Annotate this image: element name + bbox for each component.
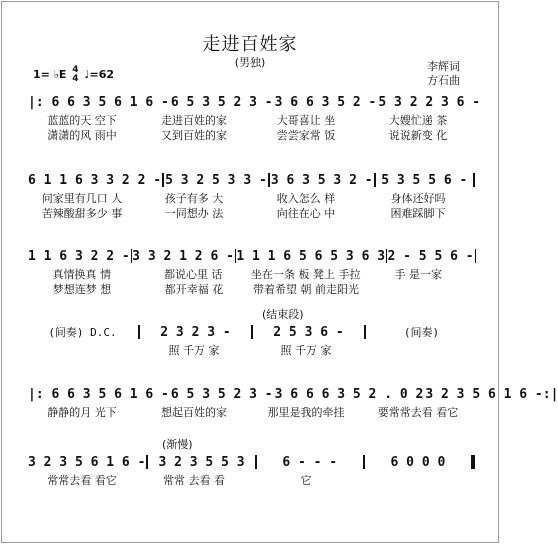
measure: 6 1 1 6 3 3 2 2 - [28,172,162,188]
lyric: 身体还好吗 [390,192,446,205]
lyric [28,342,136,357]
measure: 1 1 1 6 5 6 5 3 6 3 [236,248,386,264]
measure: 6 0 0 0 [390,454,446,470]
lyric: 都开幸福 花 [164,283,224,296]
barline [162,173,164,187]
time-denominator: 4 [72,74,79,84]
lyric [364,281,472,296]
lyric: 问家里有几口 人 [41,192,123,205]
measure: 5 3 5 5 6 - [381,172,468,188]
score-system [28,384,558,419]
key-label: 1= ♭E [33,68,67,81]
score-system [28,246,476,296]
notation-row [28,170,476,190]
measure: 2 3 2 3 - [160,324,231,340]
measure: 5 3 2 5 3 3 - [165,172,267,188]
song-title: 走进百姓家 [202,34,298,55]
score-system [28,170,476,220]
lyric [364,342,472,357]
lyric: 向往在心 中 [276,207,336,220]
score-system [28,452,476,487]
barline [268,173,270,187]
notation-row [28,384,558,404]
notation-row [28,92,481,112]
lyric: 常常 去看 看 [163,474,225,487]
barline [251,325,253,339]
notation-row [28,452,476,472]
lyric: 静静的月 光下 [47,406,117,419]
lyric: 想起百姓的家 [161,406,227,419]
lyric: 说说新变 化 [388,129,448,142]
lyric: 坐在一条 板 凳上 手拉 [251,268,361,281]
lyric: 那里是我的牵挂 [267,406,345,419]
barline [255,455,257,469]
lyric: 收入怎么 样 [276,192,336,205]
lyric: 潇潇的风 雨中 [47,129,117,142]
lyric: 照 千万 家 [168,344,220,357]
lyric: 照 千万 家 [280,344,332,357]
barline [473,173,475,187]
time-signature [72,66,78,84]
measure: 3 6 3 5 3 2 - [270,172,373,188]
final-barline [471,455,475,469]
lyric-row [28,472,476,487]
lyric: 又到百姓的家 [161,129,227,142]
lyricist-credit: 李辉词 [427,60,460,73]
measure: |: 6 6 3 5 6 1 6 - [28,386,169,402]
barline [363,455,365,469]
lyric-row [28,281,476,296]
lyric-row [28,342,476,357]
score-system [28,322,476,357]
lyric-row [28,190,476,205]
lyric: 大嫂忙递 茶 [388,114,448,127]
barline [364,325,366,339]
lyric: 手 是一家 [394,268,442,281]
measure: 1 1 6 3 2 2 - [28,248,130,264]
measure: 3 3 2 1 2 6 - [132,248,234,264]
lyric-row [28,205,476,220]
song-subtitle: (男独) [234,56,266,69]
notation-row [28,246,476,266]
lyric: 都说心里 话 [164,268,223,281]
measure: 3 6 6 6 3 5 2 . 0 2 [274,386,424,402]
measure: 2 - 5 5 6 - [387,248,474,264]
measure: 6 - - - [282,454,338,470]
measure: 5 3 2 2 3 6 - [378,94,481,110]
lyric [364,472,472,487]
lyric: 要常常去看 看它 [377,406,459,419]
lyric: 梦想连梦 想 [52,283,112,296]
measure: 3 2 3 5 6 1 6 - [28,454,146,470]
lyric: 常常去看 看它 [47,474,117,487]
measure: 6 5 3 5 2 3 - [170,386,273,402]
barline [374,173,376,187]
slowing-label: (渐慢) [162,438,193,451]
measure: 3 6 6 3 5 2 - [274,94,377,110]
measure: (间奏) [403,326,440,339]
notation-row [28,322,476,342]
score-system [28,92,481,142]
measure: 6 5 3 5 2 3 - [170,94,273,110]
lyric: 带着希望 朝 前走阳光 [253,283,359,296]
lyric-row [28,266,476,281]
key-signature [33,66,114,84]
lyric-row [28,404,476,419]
tempo-mark: ♩=62 [84,68,115,81]
lyric: 尝尝家常 饭 [276,129,336,142]
time-numerator: 4 [72,65,79,75]
lyric-row [28,127,476,142]
lyric: 走进百姓的家 [161,114,227,127]
measure: (间奏) D.C. [48,326,117,339]
lyric: 苦辣酸甜多少 事 [41,207,123,220]
lyric: 困难踩脚下 [390,207,446,220]
lyric: 它 [300,474,312,487]
composer-credit: 方石曲 [427,74,460,87]
measure: 3 2 3 5 5 3 [158,454,245,470]
ending-section-label: (结束段) [262,308,304,321]
lyric: 大哥喜让 坐 [276,114,336,127]
measure: 2 5 3 6 - [273,324,344,340]
lyric: 蓝蓝的天 空下 [47,114,117,127]
lyric: 一同想办 法 [164,207,224,220]
lyric-row [28,112,476,127]
lyric: 孩子有多 大 [164,192,224,205]
measure: |: 6 6 3 5 6 1 6 - [28,94,169,110]
barline [146,455,148,469]
measure: 3 2 3 5 6 1 6 -:| [425,386,558,402]
barline [138,325,140,339]
lyric: 真情换真 情 [52,268,111,281]
